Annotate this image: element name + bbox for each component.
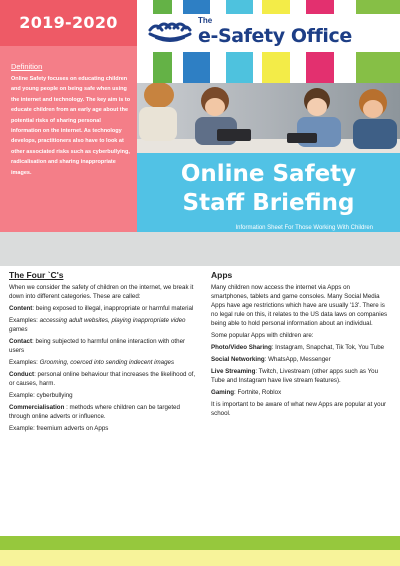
gray-divider-bar: [0, 232, 400, 266]
app-category-photo-video: [211, 343, 389, 352]
app-category-name: Gaming: [211, 389, 235, 396]
c-description: : methods where children can be targeted through online adverts or influence.: [9, 404, 180, 420]
four-cs-intro: When we consider the safety of children on the internet, we break it down into different categories. These are called:: [9, 284, 194, 300]
title-panel: [137, 153, 400, 232]
c-term: Content: [9, 305, 33, 312]
example-text: cyberbullying: [36, 392, 73, 399]
example-text: accessing adult websites, playing inappropriate video games: [9, 317, 186, 333]
logo-name: e-Safety Office: [198, 25, 352, 47]
c-item-contact: [9, 337, 199, 355]
c-example-commercialisation: [9, 424, 199, 433]
app-category-name: Social Networking: [211, 356, 265, 363]
app-category-name: Photo/Video Sharing: [211, 344, 272, 351]
app-category-live-streaming: [211, 367, 389, 385]
bottom-yellow-bar: [0, 550, 400, 566]
example-text: freemium adverts on Apps: [36, 425, 109, 432]
c-example-contact: [9, 358, 199, 367]
example-text: Grooming, coerced into sending indecent images: [39, 359, 175, 366]
children-tablets-image: [137, 83, 400, 153]
logo-the: The: [198, 16, 213, 25]
example-label: Example:: [9, 425, 37, 432]
definition-title: Definition: [11, 62, 43, 71]
apps-section: [211, 269, 389, 421]
app-category-list: : Fortnite, Roblox: [234, 389, 282, 396]
subtitle: Information Sheet For Those Working With Children: [235, 225, 373, 231]
app-category-list: : Twitch, Livestream (other apps such as You Tube and Instagram have live stream features).: [211, 368, 379, 384]
c-term: Conduct: [9, 371, 35, 378]
c-term: Contact: [9, 338, 33, 345]
apps-popular-intro: Some popular Apps with children are:: [211, 332, 314, 339]
definition-text: Online Safety focuses on educating children and young people on being safe when using the internet and technology. The key aim is to educate children from an early age about the potential risks of sharing personal information on the internet. As technology develops, practitioners also have to look at other associated risks such as cyberbullying, radicalisation and sharing inappropriate images.: [11, 76, 131, 176]
app-category-gaming: [211, 388, 389, 397]
definition-panel: [0, 46, 137, 232]
c-item-content: [9, 304, 199, 313]
apps-closing: It is important to be aware of what new Apps are popular at your school.: [211, 401, 387, 417]
year-label: 2019-2020: [19, 13, 118, 32]
c-description: : being exposed to illegal, inappropriate or harmful material: [32, 305, 194, 312]
app-category-list: : Instagram, Snapchat, Tik Tok, You Tube: [271, 344, 385, 351]
title-line-2: Staff Briefing: [182, 190, 355, 216]
four-cs-heading: The Four `C's: [9, 270, 64, 280]
c-item-conduct: [9, 370, 199, 388]
people-icon: [146, 18, 194, 44]
apps-intro: Many children now access the internet via Apps on smartphones, tablets and game consoles. Many Social Media Apps have age restrictions which have are usually '13'. There is no legal rule on this, it relates to the US data laws on companies being able to hold personal information about an individual.: [211, 284, 388, 327]
bottom-green-bar: [0, 536, 400, 550]
title-line-1: Online Safety: [180, 161, 357, 187]
app-category-list: : WhatsApp, Messenger: [264, 356, 331, 363]
example-label: Examples:: [9, 317, 40, 324]
example-label: Example:: [9, 392, 37, 399]
c-item-commercialisation: [9, 403, 199, 421]
apps-heading: Apps: [211, 270, 233, 280]
app-category-name: Live Streaming: [211, 368, 256, 375]
c-term: Commercialisation: [9, 404, 65, 411]
c-description: : being subjected to harmful online interaction with other users: [9, 338, 186, 354]
children-photo: [137, 83, 400, 153]
four-cs-section: [9, 269, 199, 436]
c-example-conduct: [9, 391, 199, 400]
example-label: Examples:: [9, 359, 40, 366]
c-example-content: [9, 316, 199, 334]
c-description: : personal online behaviour that increases the likelihood of, or causes, harm.: [9, 371, 196, 387]
app-category-social: [211, 355, 389, 364]
year-banner: [0, 0, 137, 46]
